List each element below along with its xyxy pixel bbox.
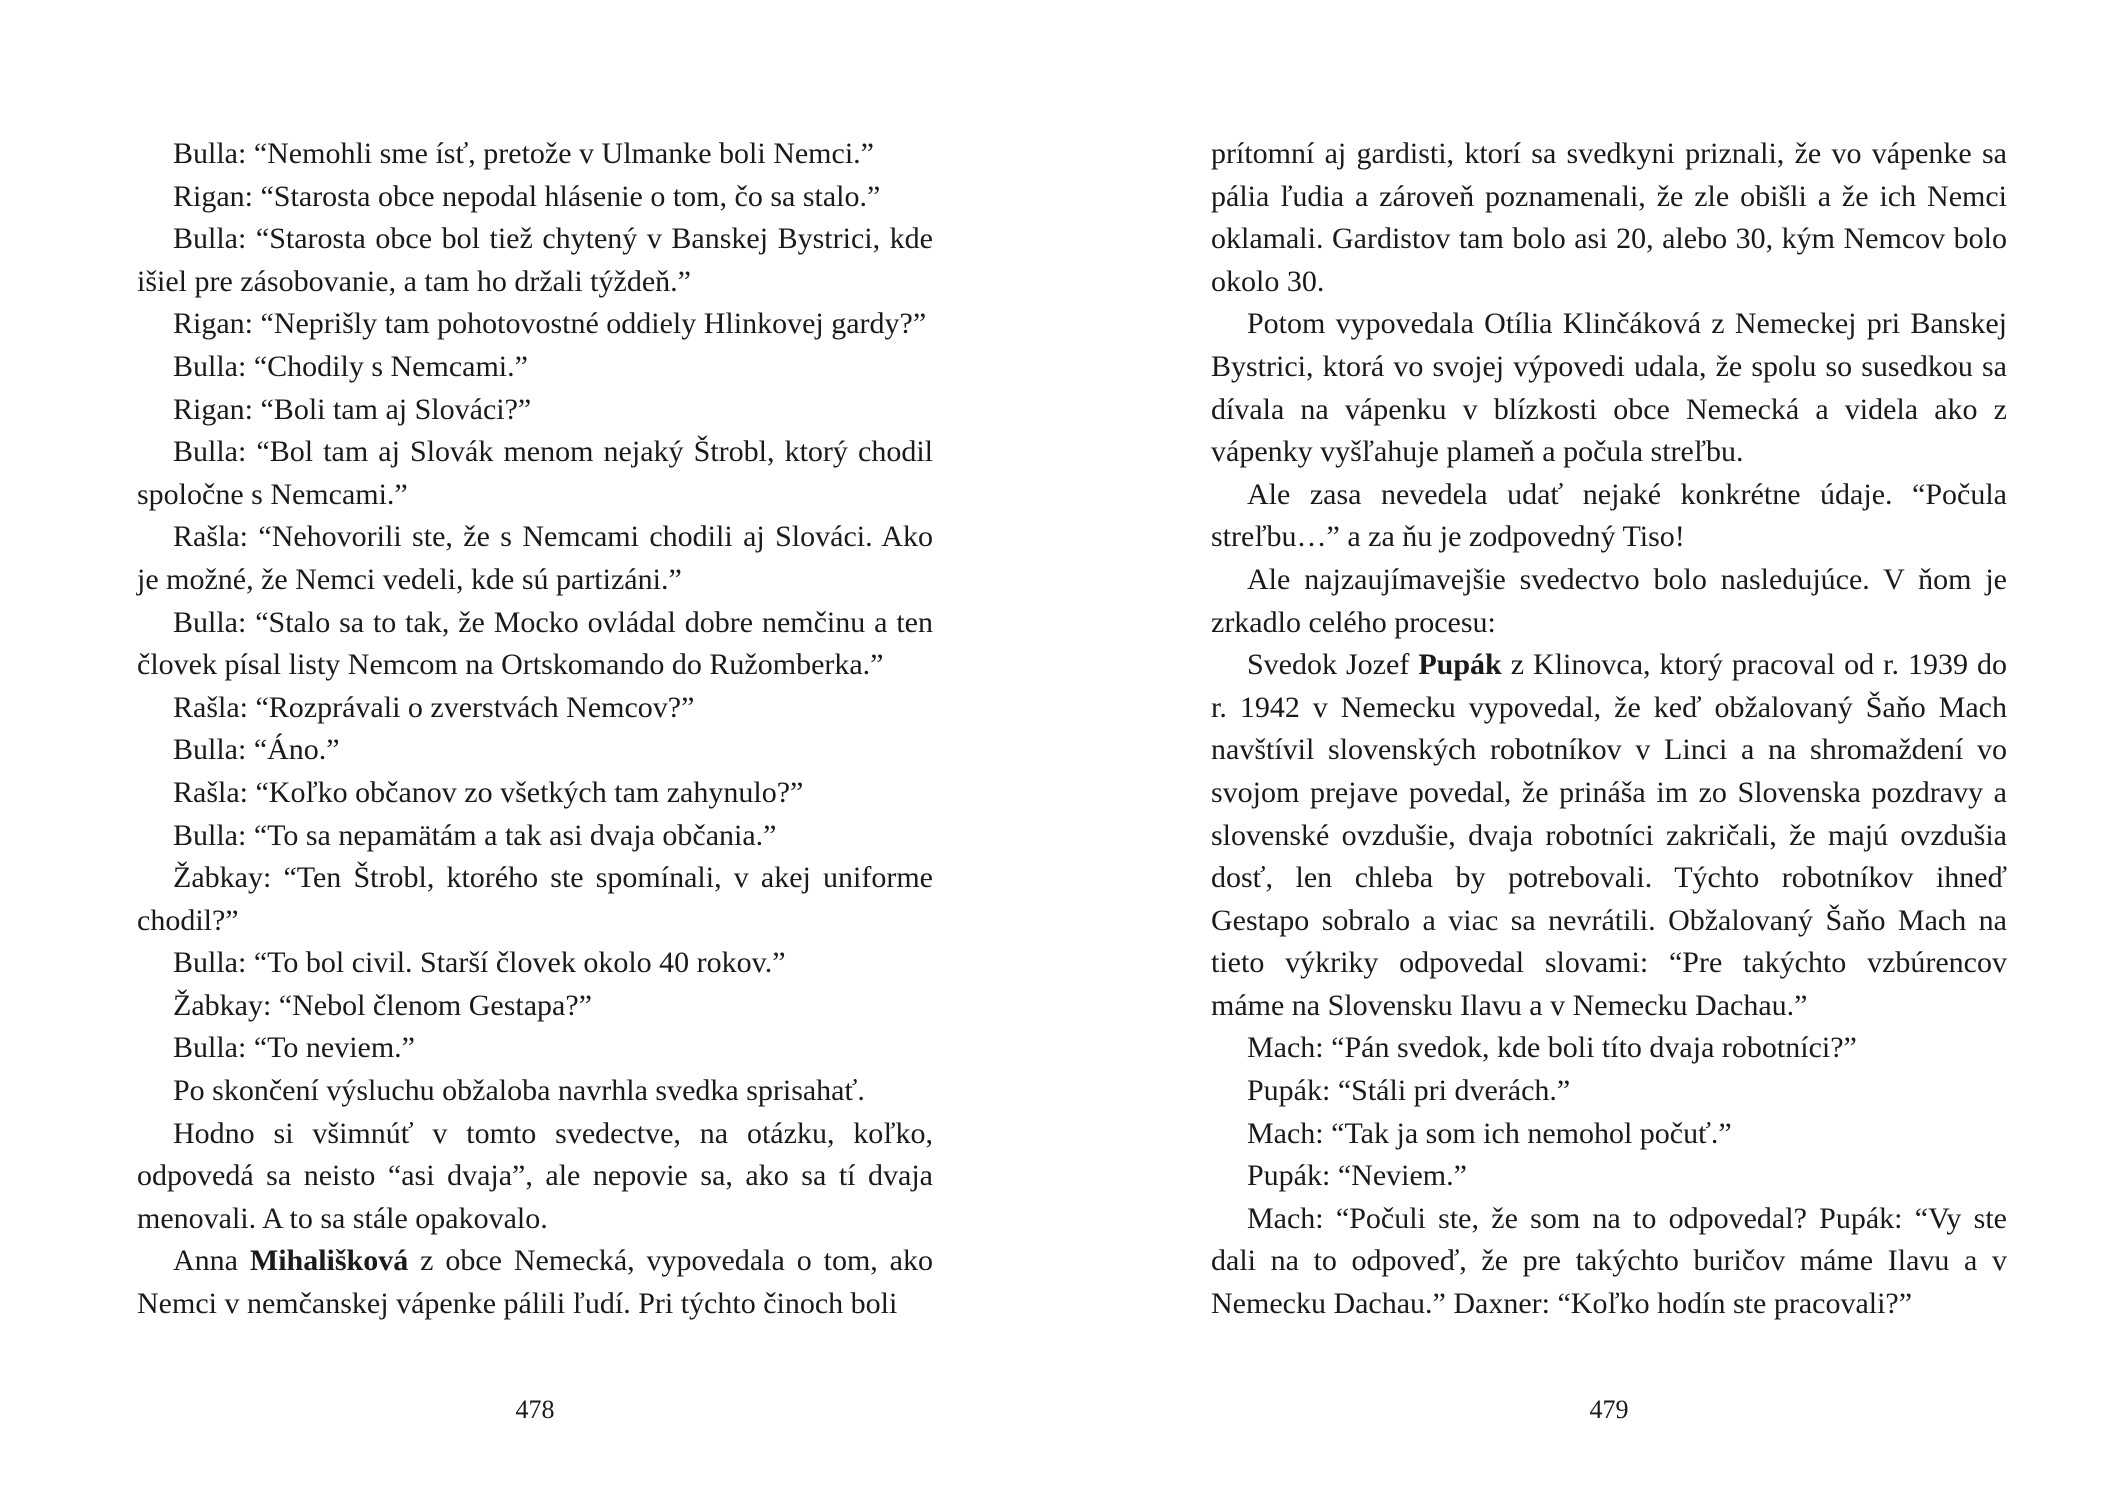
text-run: Anna [173, 1244, 250, 1278]
paragraph: Bulla: “Nemohli sme ísť, pretože v Ulmanke boli Nemci.” [173, 137, 874, 170]
text-run: z Klinovca, ktorý pracoval od r. 1939 do r. 1942 v Nemecku vypovedal, že keď obžalovaný Šaňo Mach navštívil slovenských robotníkov v Linci a na shromaždení vo svojom prejave povedal, že prináša im zo Slovenska pozdravy a slovenské ovzdušie, dvaja robotníci zakričali, že majú ovzdušia dosť, len chleba by potrebovali. Týchto robotníkov ihneď Gestapo sobralo a viac sa nevrátili. Obžalovaný Šaňo Mach na tieto výkriky odpovedal slovami: “Pre takýchto vzbúrencov máme na Slovensku Ilavu a v Nemecku Dachau.” [1211, 648, 2008, 1022]
paragraph: Mach: “Počuli ste, že som na to odpovedal? Pupák: “Vy ste dali na to odpoveď, že pre takýchto buričov máme Ilavu a v Nemecku Dachau.” Daxner: “Koľko hodín ste pracovali?” [1211, 1201, 2007, 1321]
text-run: z obce Nemecká, vypovedala o tom, ako Nemci v nemčanskej vápenke pálili ľudí. Pri týchto činoch boli [137, 1244, 933, 1321]
paragraph: Bulla: “Stalo sa to tak, že Mocko ovládal dobre nemčinu a ten človek písal listy Nemcom na Ortskomando do Ružomberka.” [137, 605, 933, 682]
paragraph: Ale zasa nevedela udať nejaké konkrétne údaje. “Počula streľbu…” a za ňu je zodpovedný Tiso! [1211, 477, 2007, 554]
right-page-text [1211, 133, 2007, 1326]
paragraph: Rašla: “Koľko občanov zo všetkých tam zahynulo?” [173, 775, 804, 809]
bold-name: Pupák [1418, 648, 1502, 682]
paragraph: Rašla: “Rozprávali o zverstvách Nemcov?” [173, 690, 695, 724]
bold-name: Mihališková [249, 1244, 409, 1278]
paragraph: Potom vypovedala Otília Klinčáková z Nemeckej pri Banskej Bystrici, ktorá vo svojej výpovedi udala, že spolu so susedkou sa dívala na vápenku v blízkosti obce Nemecká a videla ako z vápenky vyšľahuje plameň a počula streľbu. [1211, 307, 2007, 469]
paragraph: Pupák: “Neviem.” [1247, 1159, 1467, 1193]
paragraph: Bulla: “Chodily s Nemcami.” [173, 349, 528, 383]
paragraph: Rašla: “Nehovorili ste, že s Nemcami chodili aj Slováci. Ako je možné, že Nemci vedeli, kde sú partizáni.” [137, 520, 933, 596]
paragraph: Mach: “Tak ja som ich nemohol počuť.” [1247, 1116, 1732, 1150]
paragraph: Žabkay: “Ten Štrobl, ktorého ste spomínali, v akej uniforme chodil?” [137, 861, 933, 937]
paragraph: Po skončení výsluchu obžaloba navrhla svedka sprisahať. [173, 1074, 865, 1108]
paragraph: Pupák: “Stáli pri dverách.” [1247, 1074, 1571, 1108]
paragraph: Rigan: “Neprišly tam pohotovostné oddiely Hlinkovej gardy?” [173, 307, 927, 341]
paragraph [1211, 644, 2007, 1027]
paragraph: Hodno si všimnúť v tomto svedectve, na otázku, koľko, odpovedá sa neisto “asi dvaja”, ale nepovie sa, ako sa tí dvaja menovali. A to sa stále opakovalo. [137, 1116, 933, 1235]
page-number: 479 [1589, 1395, 1629, 1424]
paragraph: Žabkay: “Nebol členom Gestapa?” [173, 988, 592, 1022]
paragraph: Bulla: “To sa nepamätám a tak asi dvaja občania.” [173, 818, 777, 852]
paragraph: Mach: “Pán svedok, kde boli títo dvaja robotníci?” [1247, 1031, 1857, 1065]
paragraph: Bulla: “Áno.” [173, 733, 340, 767]
paragraph: Bulla: “Starosta obce bol tiež chytený v Banskej Bystrici, kde išiel pre zásobovanie, a tam ho držali týždeň.” [137, 222, 933, 298]
paragraph: Rigan: “Boli tam aj Slováci?” [173, 392, 532, 426]
paragraph: Ale najzaujímavejšie svedectvo bolo nasledujúce. V ňom je zrkadlo celého procesu: [1211, 562, 2007, 639]
text-run: Svedok Jozef [1247, 648, 1419, 682]
paragraph: prítomní aj gardisti, ktorí sa svedkyni priznali, že vo vápenke sa pália ľudia a zároveň poznamenali, že zle obišli a že ich Nemci oklamali. Gardistov tam bolo asi 20, alebo 30, kým Nemcov bolo okolo 30. [1211, 137, 2007, 298]
paragraph: Rigan: “Starosta obce nepodal hlásenie o tom, čo sa stalo.” [173, 179, 881, 213]
paragraph: Bulla: “Bol tam aj Slovák menom nejaký Štrobl, ktorý chodil spoločne s Nemcami.” [137, 435, 933, 511]
paragraph [137, 1240, 933, 1325]
page-number: 478 [515, 1395, 555, 1424]
left-page-text [137, 133, 933, 1326]
paragraph: Bulla: “To bol civil. Starší človek okolo 40 rokov.” [173, 946, 786, 980]
paragraph: Bulla: “To neviem.” [173, 1031, 415, 1065]
